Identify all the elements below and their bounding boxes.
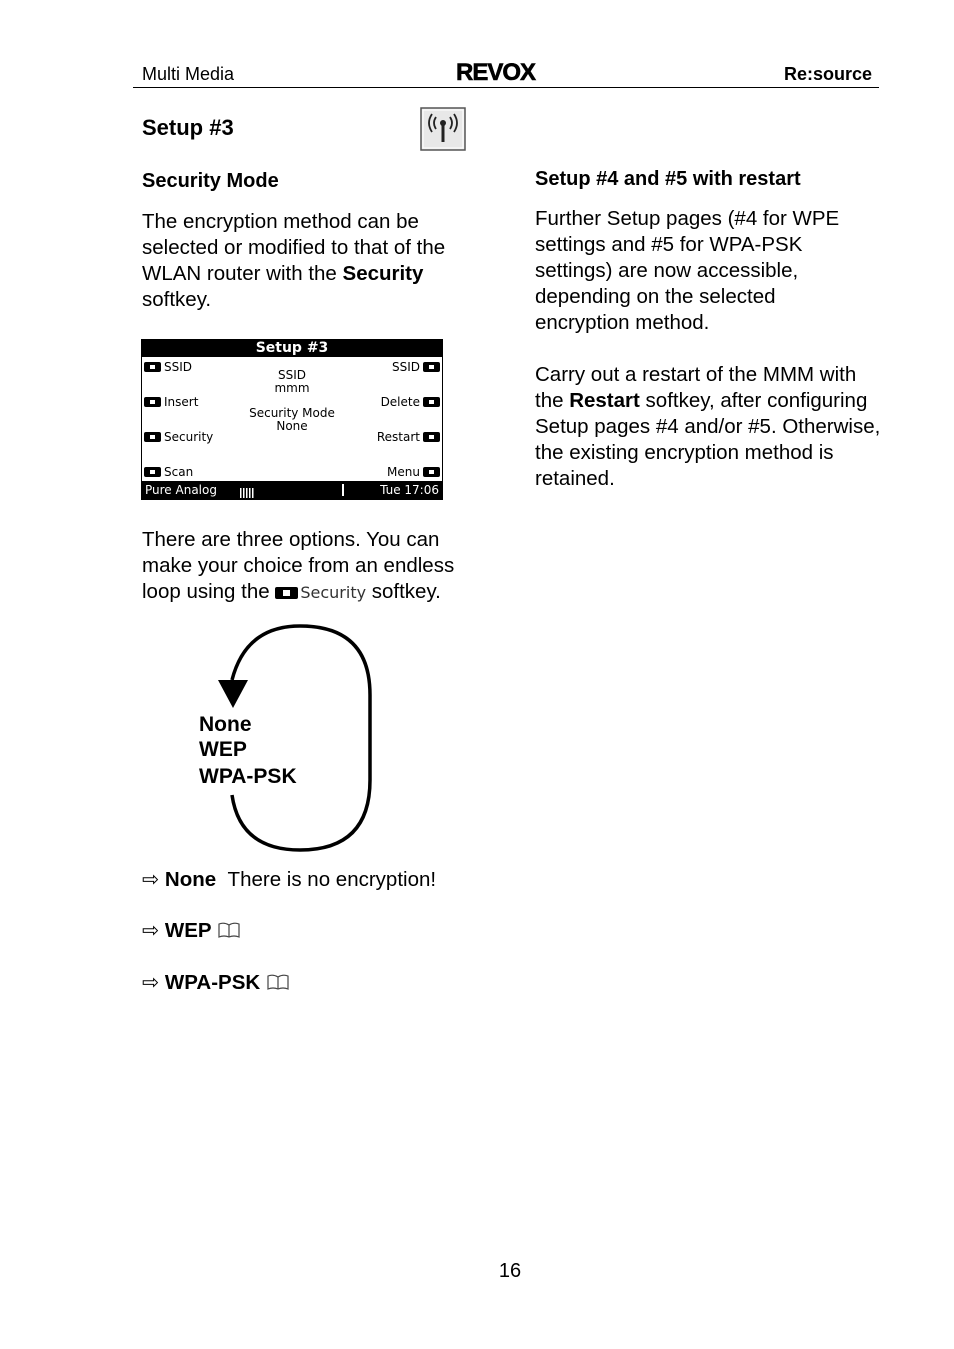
softkey-ssid-right: SSID — [392, 360, 440, 374]
softkey-icon — [423, 432, 440, 442]
softkey-delete: Delete — [381, 395, 440, 409]
screen-status-bar — [142, 481, 442, 499]
softkey-icon — [423, 397, 440, 407]
softkey-insert: Insert — [144, 395, 198, 409]
softkey-menu: Menu — [387, 465, 440, 479]
restart-heading: Setup #4 and #5 with restart — [535, 168, 801, 190]
cycle-option-none: None — [199, 713, 252, 736]
options-paragraph: There are three options. You can make your choice from an endless loop using the Security softkey. — [142, 527, 487, 606]
position-marker — [342, 484, 344, 496]
bullet-wpa-psk: ⇨ WPA-PSK — [142, 970, 290, 995]
screen-ssid-label: SSID — [277, 368, 306, 382]
page-number: 16 — [498, 1260, 522, 1282]
softkey-restart: Restart — [377, 430, 440, 444]
arrow-right-icon: ⇨ — [142, 971, 160, 994]
setup-pages-paragraph: Further Setup pages (#4 for WPE settings and #5 for WPA-PSK settings) are now accessible, depending on the selected encryption method. — [535, 207, 840, 334]
softkey-icon — [144, 432, 161, 442]
screen-ssid-value: mmm — [274, 381, 310, 395]
security-intro-paragraph: The encryption method can be selected or modified to that of the WLAN router with the Security softkey. — [142, 210, 446, 311]
softkey-icon — [144, 362, 161, 372]
antenna-signal-icon — [420, 107, 466, 151]
softkey-scan: Scan — [144, 465, 193, 479]
header-section: Multi Media — [142, 64, 235, 84]
cycle-option-wpa-psk: WPA-PSK — [199, 765, 297, 788]
header-divider — [133, 87, 879, 88]
header-product: Re:source — [783, 64, 872, 84]
arrow-right-icon: ⇨ — [142, 868, 160, 891]
softkey-security: Security — [144, 430, 213, 444]
menu-key-icon — [423, 467, 440, 477]
book-reference-icon — [266, 971, 290, 994]
softkey-icon — [144, 467, 161, 477]
bullet-wep: ⇨ WEP — [142, 918, 241, 943]
setup-screen-display — [141, 339, 443, 500]
bullet-none: ⇨ None There is no encryption! — [142, 868, 437, 891]
svg-text:REVOX: REVOX — [456, 59, 536, 86]
book-reference-icon — [217, 919, 241, 942]
screen-clock: Tue 17:06 — [380, 483, 439, 497]
screen-mode-label: Security Mode — [249, 406, 335, 420]
security-softkey-inline — [275, 580, 300, 606]
cycle-option-wep: WEP — [199, 738, 247, 761]
security-mode-heading: Security Mode — [142, 170, 279, 192]
revox-logo — [456, 58, 556, 86]
softkey-ssid-left: SSID — [144, 360, 192, 374]
level-meter-icon — [240, 485, 254, 495]
restart-paragraph: Carry out a restart of the MMM with the Restart softkey, after configuring Setup pages #4 and/or #5. Otherwise, the existing encryption method is retained. — [535, 363, 881, 490]
softkey-icon — [423, 362, 440, 372]
section-title: Setup #3 — [142, 115, 234, 140]
screen-mode-value: None — [276, 419, 308, 433]
arrow-right-icon: ⇨ — [142, 919, 160, 942]
screen-source: Pure Analog — [145, 483, 217, 497]
cycle-arrow-icon — [218, 680, 248, 708]
screen-title: Setup #3 — [142, 340, 442, 357]
softkey-icon — [144, 397, 161, 407]
